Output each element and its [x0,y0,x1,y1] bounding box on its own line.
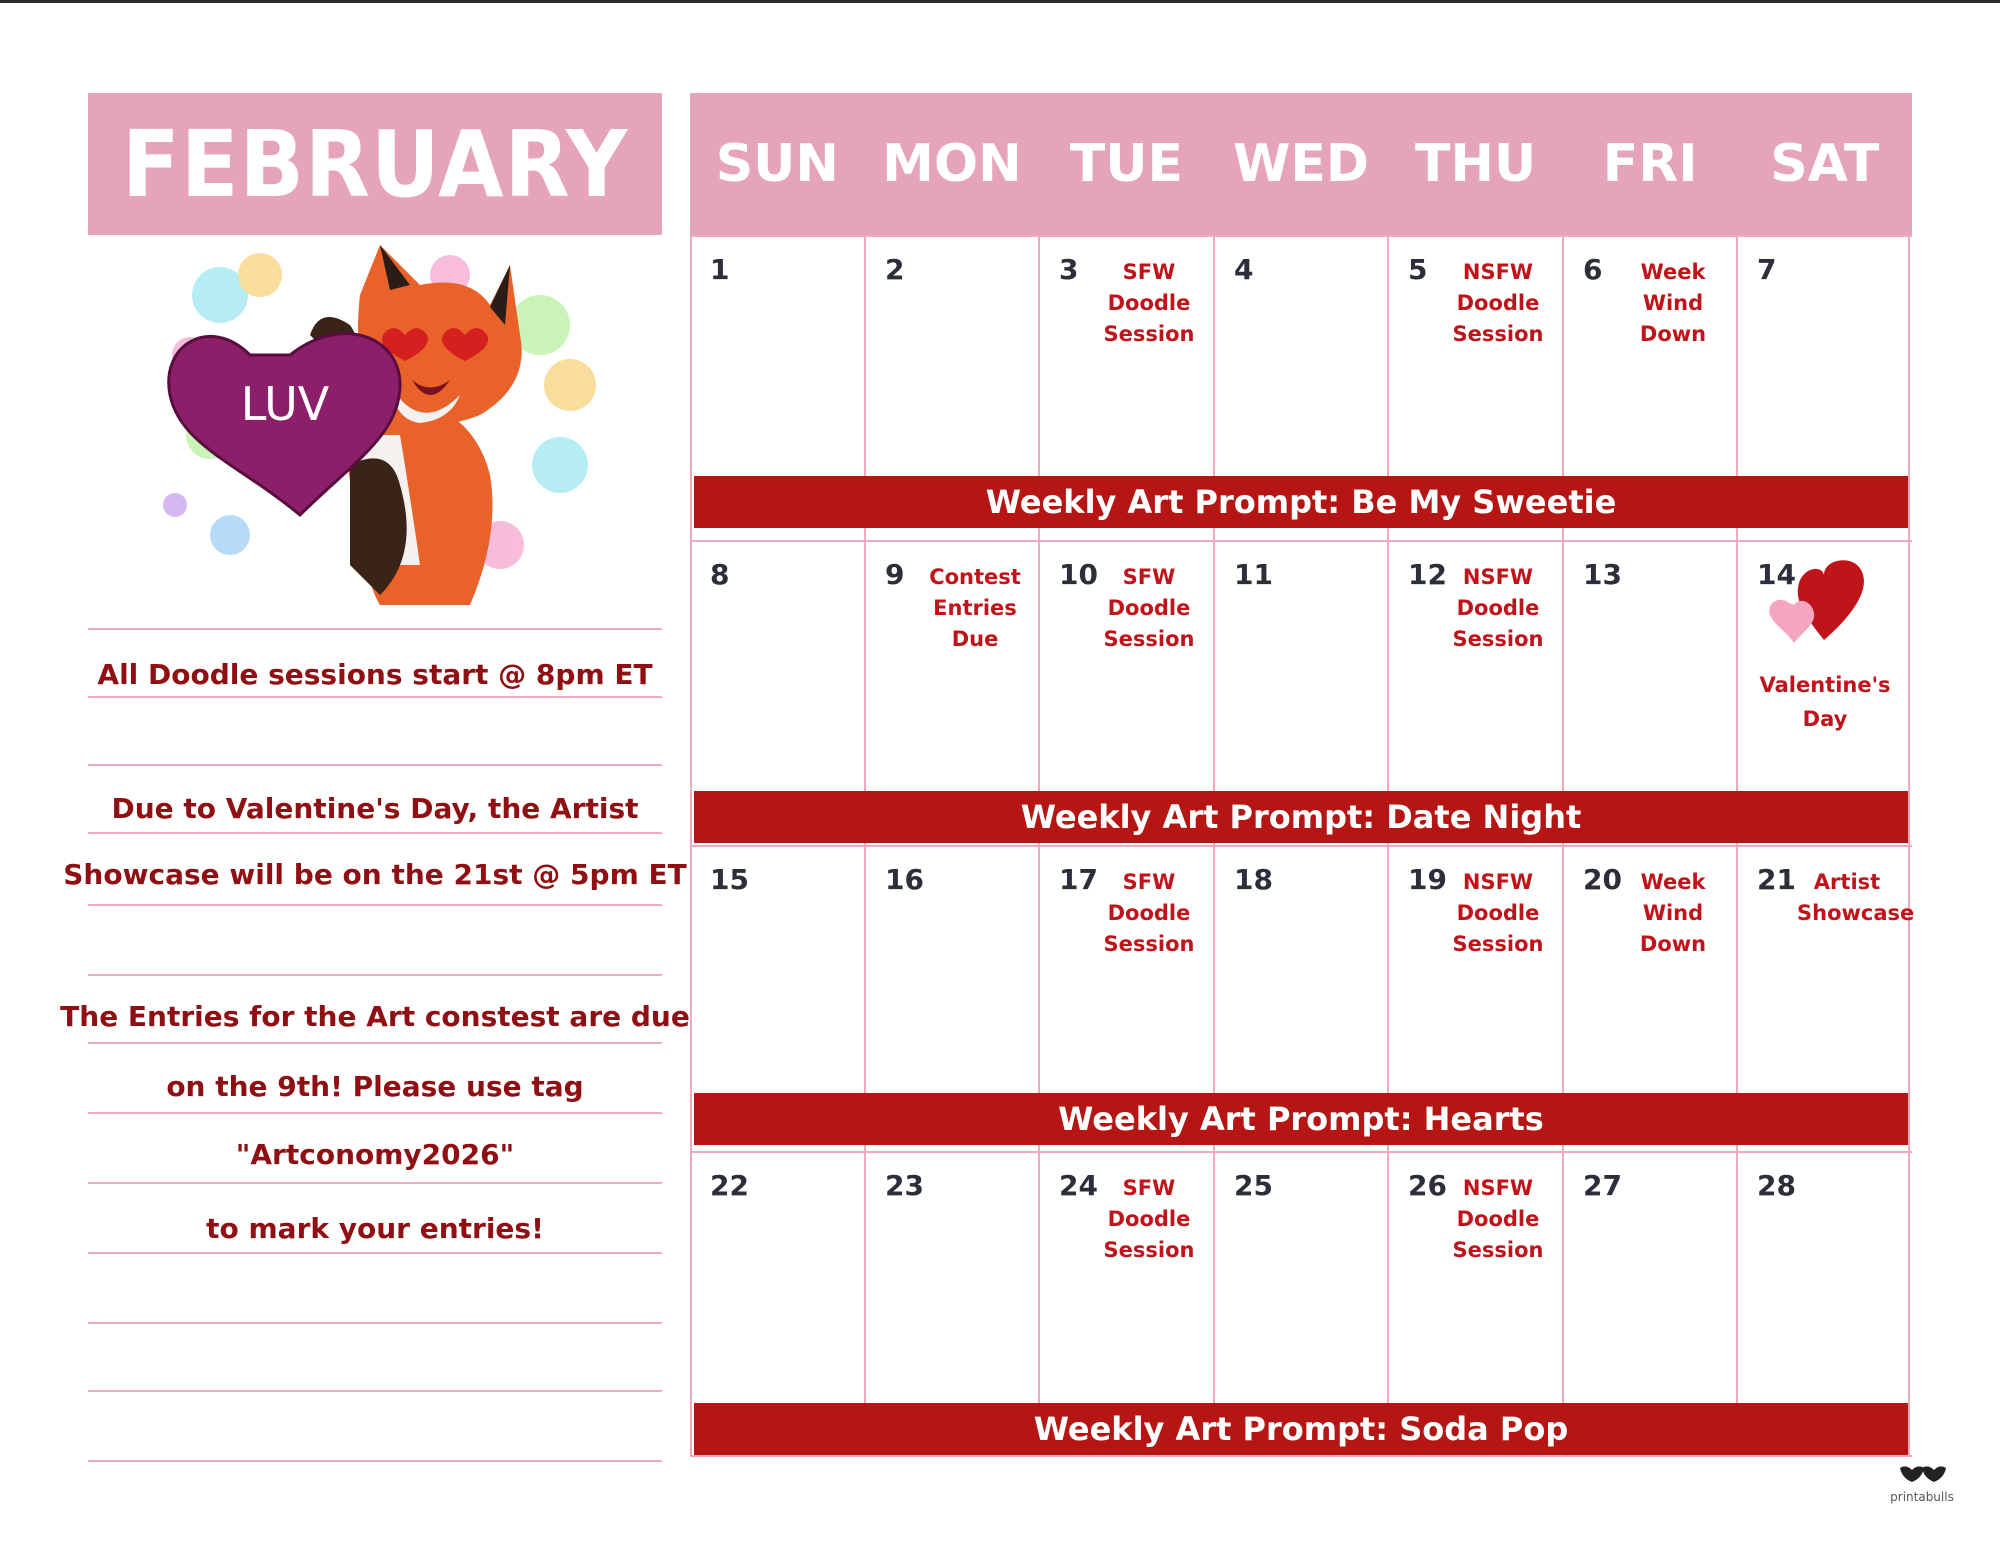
day-cell[interactable] [690,235,865,476]
grid-bottom-border [690,1455,1912,1457]
event-line: Wind [1642,291,1704,315]
calendar-event[interactable] [1448,867,1548,960]
day-cell[interactable] [690,1151,865,1403]
fox-mascot-illustration [150,235,620,615]
date-number: 14 [1757,558,1796,591]
event-line: Day [1802,707,1848,731]
day-cell[interactable] [1737,235,1912,476]
note-rule [88,1322,662,1324]
note-contest-1: The Entries for the Art constest are due [60,1000,690,1033]
day-cell[interactable] [865,845,1040,1093]
day-cell[interactable] [1563,1151,1738,1403]
date-number: 25 [1234,1169,1273,1202]
date-number: 2 [885,253,905,286]
event-line: Doodle [1107,1207,1191,1231]
note-rule [88,1042,662,1044]
event-line: NSFW [1462,565,1534,589]
heart-label: LUV [240,377,330,431]
event-line: Doodle [1456,291,1540,315]
day-cell[interactable] [1214,235,1389,476]
note-rule [88,1460,662,1462]
date-number: 4 [1234,253,1254,286]
note-rule [88,696,662,698]
calendar-event[interactable] [1099,867,1199,960]
event-line: Wind [1642,901,1704,925]
date-number: 7 [1757,253,1777,286]
date-number: 5 [1408,253,1428,286]
event-line: SFW [1122,260,1176,284]
date-number: 10 [1059,558,1098,591]
event-line: Session [1452,1238,1544,1262]
note-rule [88,832,662,834]
event-line: Week [1640,870,1706,894]
date-number: 27 [1583,1169,1622,1202]
note-rule [88,764,662,766]
event-line: Entries [933,596,1017,620]
weekly-prompt-text: Weekly Art Prompt: Hearts [1058,1100,1544,1138]
calendar-event[interactable] [1448,257,1548,350]
event-line: Session [1452,932,1544,956]
calendar-event[interactable] [1099,562,1199,655]
note-rule [88,904,662,906]
day-cell[interactable] [1214,845,1389,1093]
calendar-event[interactable] [1099,1173,1199,1266]
weekday-tue: TUE [1069,134,1184,194]
date-number: 8 [710,558,730,591]
day-cell[interactable] [690,845,865,1093]
calendar-event[interactable] [1755,668,1895,736]
date-number: 17 [1059,863,1098,896]
date-number: 22 [710,1169,749,1202]
event-line: Contest [929,565,1021,589]
date-number: 11 [1234,558,1273,591]
day-cell[interactable] [1214,1151,1389,1403]
event-line: Session [1103,1238,1195,1262]
date-number: 9 [885,558,905,591]
note-rule [88,1182,662,1184]
calendar-event[interactable] [1623,867,1723,960]
event-line: NSFW [1462,870,1534,894]
event-line: Doodle [1107,596,1191,620]
day-cell[interactable] [1214,540,1389,791]
calendar-event[interactable] [1448,1173,1548,1266]
date-number: 21 [1757,863,1796,896]
date-number: 16 [885,863,924,896]
weekly-prompt-bar [694,476,1908,528]
date-number: 3 [1059,253,1079,286]
note-rule [88,974,662,976]
event-line: Artist [1813,870,1881,894]
note-rule [88,1112,662,1114]
date-number: 24 [1059,1169,1098,1202]
weekday-thu: THU [1414,134,1537,194]
event-line: Session [1103,932,1195,956]
event-line: Doodle [1456,1207,1540,1231]
day-cell[interactable] [1737,1151,1912,1403]
top-border [0,0,2000,3]
weekly-prompt-text: Weekly Art Prompt: Be My Sweetie [985,483,1617,521]
date-number: 18 [1234,863,1273,896]
day-cell[interactable] [1563,540,1738,791]
month-header [88,93,662,235]
brand-text: printabulls [1890,1490,1954,1504]
day-cell[interactable] [865,235,1040,476]
note-showcase-2: Showcase will be on the 21st @ 5pm ET [63,858,687,891]
date-number: 26 [1408,1169,1447,1202]
weekday-wed: WED [1233,134,1370,194]
event-line: Session [1103,627,1195,651]
weekly-prompt-text: Weekly Art Prompt: Date Night [1020,798,1582,836]
date-number: 1 [710,253,730,286]
date-number: 15 [710,863,749,896]
weekday-header [690,93,1912,235]
event-line: Session [1452,627,1544,651]
valentine-hearts-icon [1764,555,1874,645]
weekday-sun: SUN [715,134,839,194]
weekday-mon: MON [882,134,1022,194]
note-doodle-time: All Doodle sessions start @ 8pm ET [97,658,653,691]
event-line: Week [1640,260,1706,284]
calendar-event[interactable] [1099,257,1199,350]
event-line: Doodle [1107,291,1191,315]
month-title: FEBRUARY [121,110,629,218]
date-number: 20 [1583,863,1622,896]
note-rule [88,1252,662,1254]
note-contest-3: to mark your entries! [206,1212,544,1245]
event-line: Down [1639,932,1707,956]
date-number: 12 [1408,558,1447,591]
note-contest-2: on the 9th! Please use tag [166,1070,584,1103]
day-cell[interactable] [865,1151,1040,1403]
event-line: SFW [1122,870,1176,894]
bull-icon [1892,1462,1952,1488]
date-number: 13 [1583,558,1622,591]
event-line: SFW [1122,1176,1176,1200]
event-line: Doodle [1107,901,1191,925]
weekly-prompt-bar [694,791,1908,843]
note-rule [88,628,662,630]
weekly-prompt-bar [694,1093,1908,1145]
weekday-fri: FRI [1602,134,1698,194]
note-showcase-1: Due to Valentine's Day, the Artist [111,792,639,825]
event-line: Session [1452,322,1544,346]
date-number: 19 [1408,863,1447,896]
event-line: Showcase [1797,901,1915,925]
calendar-event[interactable] [1623,257,1723,350]
calendar-event[interactable] [1797,867,1915,929]
event-line: NSFW [1462,1176,1534,1200]
weekly-prompt-text: Weekly Art Prompt: Soda Pop [1033,1410,1569,1448]
day-cell[interactable] [690,540,865,791]
weekday-sat: SAT [1770,134,1880,194]
event-line: NSFW [1462,260,1534,284]
date-number: 23 [885,1169,924,1202]
event-line: Down [1639,322,1707,346]
event-line: Due [951,627,999,651]
date-number: 6 [1583,253,1603,286]
brand-logo [1880,1462,1964,1506]
calendar-event[interactable] [925,562,1025,655]
note-contest-tag: "Artconomy2026" [235,1138,515,1171]
note-rule [88,1390,662,1392]
date-number: 28 [1757,1169,1796,1202]
event-line: Valentine's [1759,673,1891,697]
event-line: SFW [1122,565,1176,589]
calendar-event[interactable] [1448,562,1548,655]
event-line: Doodle [1456,901,1540,925]
weekly-prompt-bar [694,1403,1908,1455]
event-line: Session [1103,322,1195,346]
event-line: Doodle [1456,596,1540,620]
